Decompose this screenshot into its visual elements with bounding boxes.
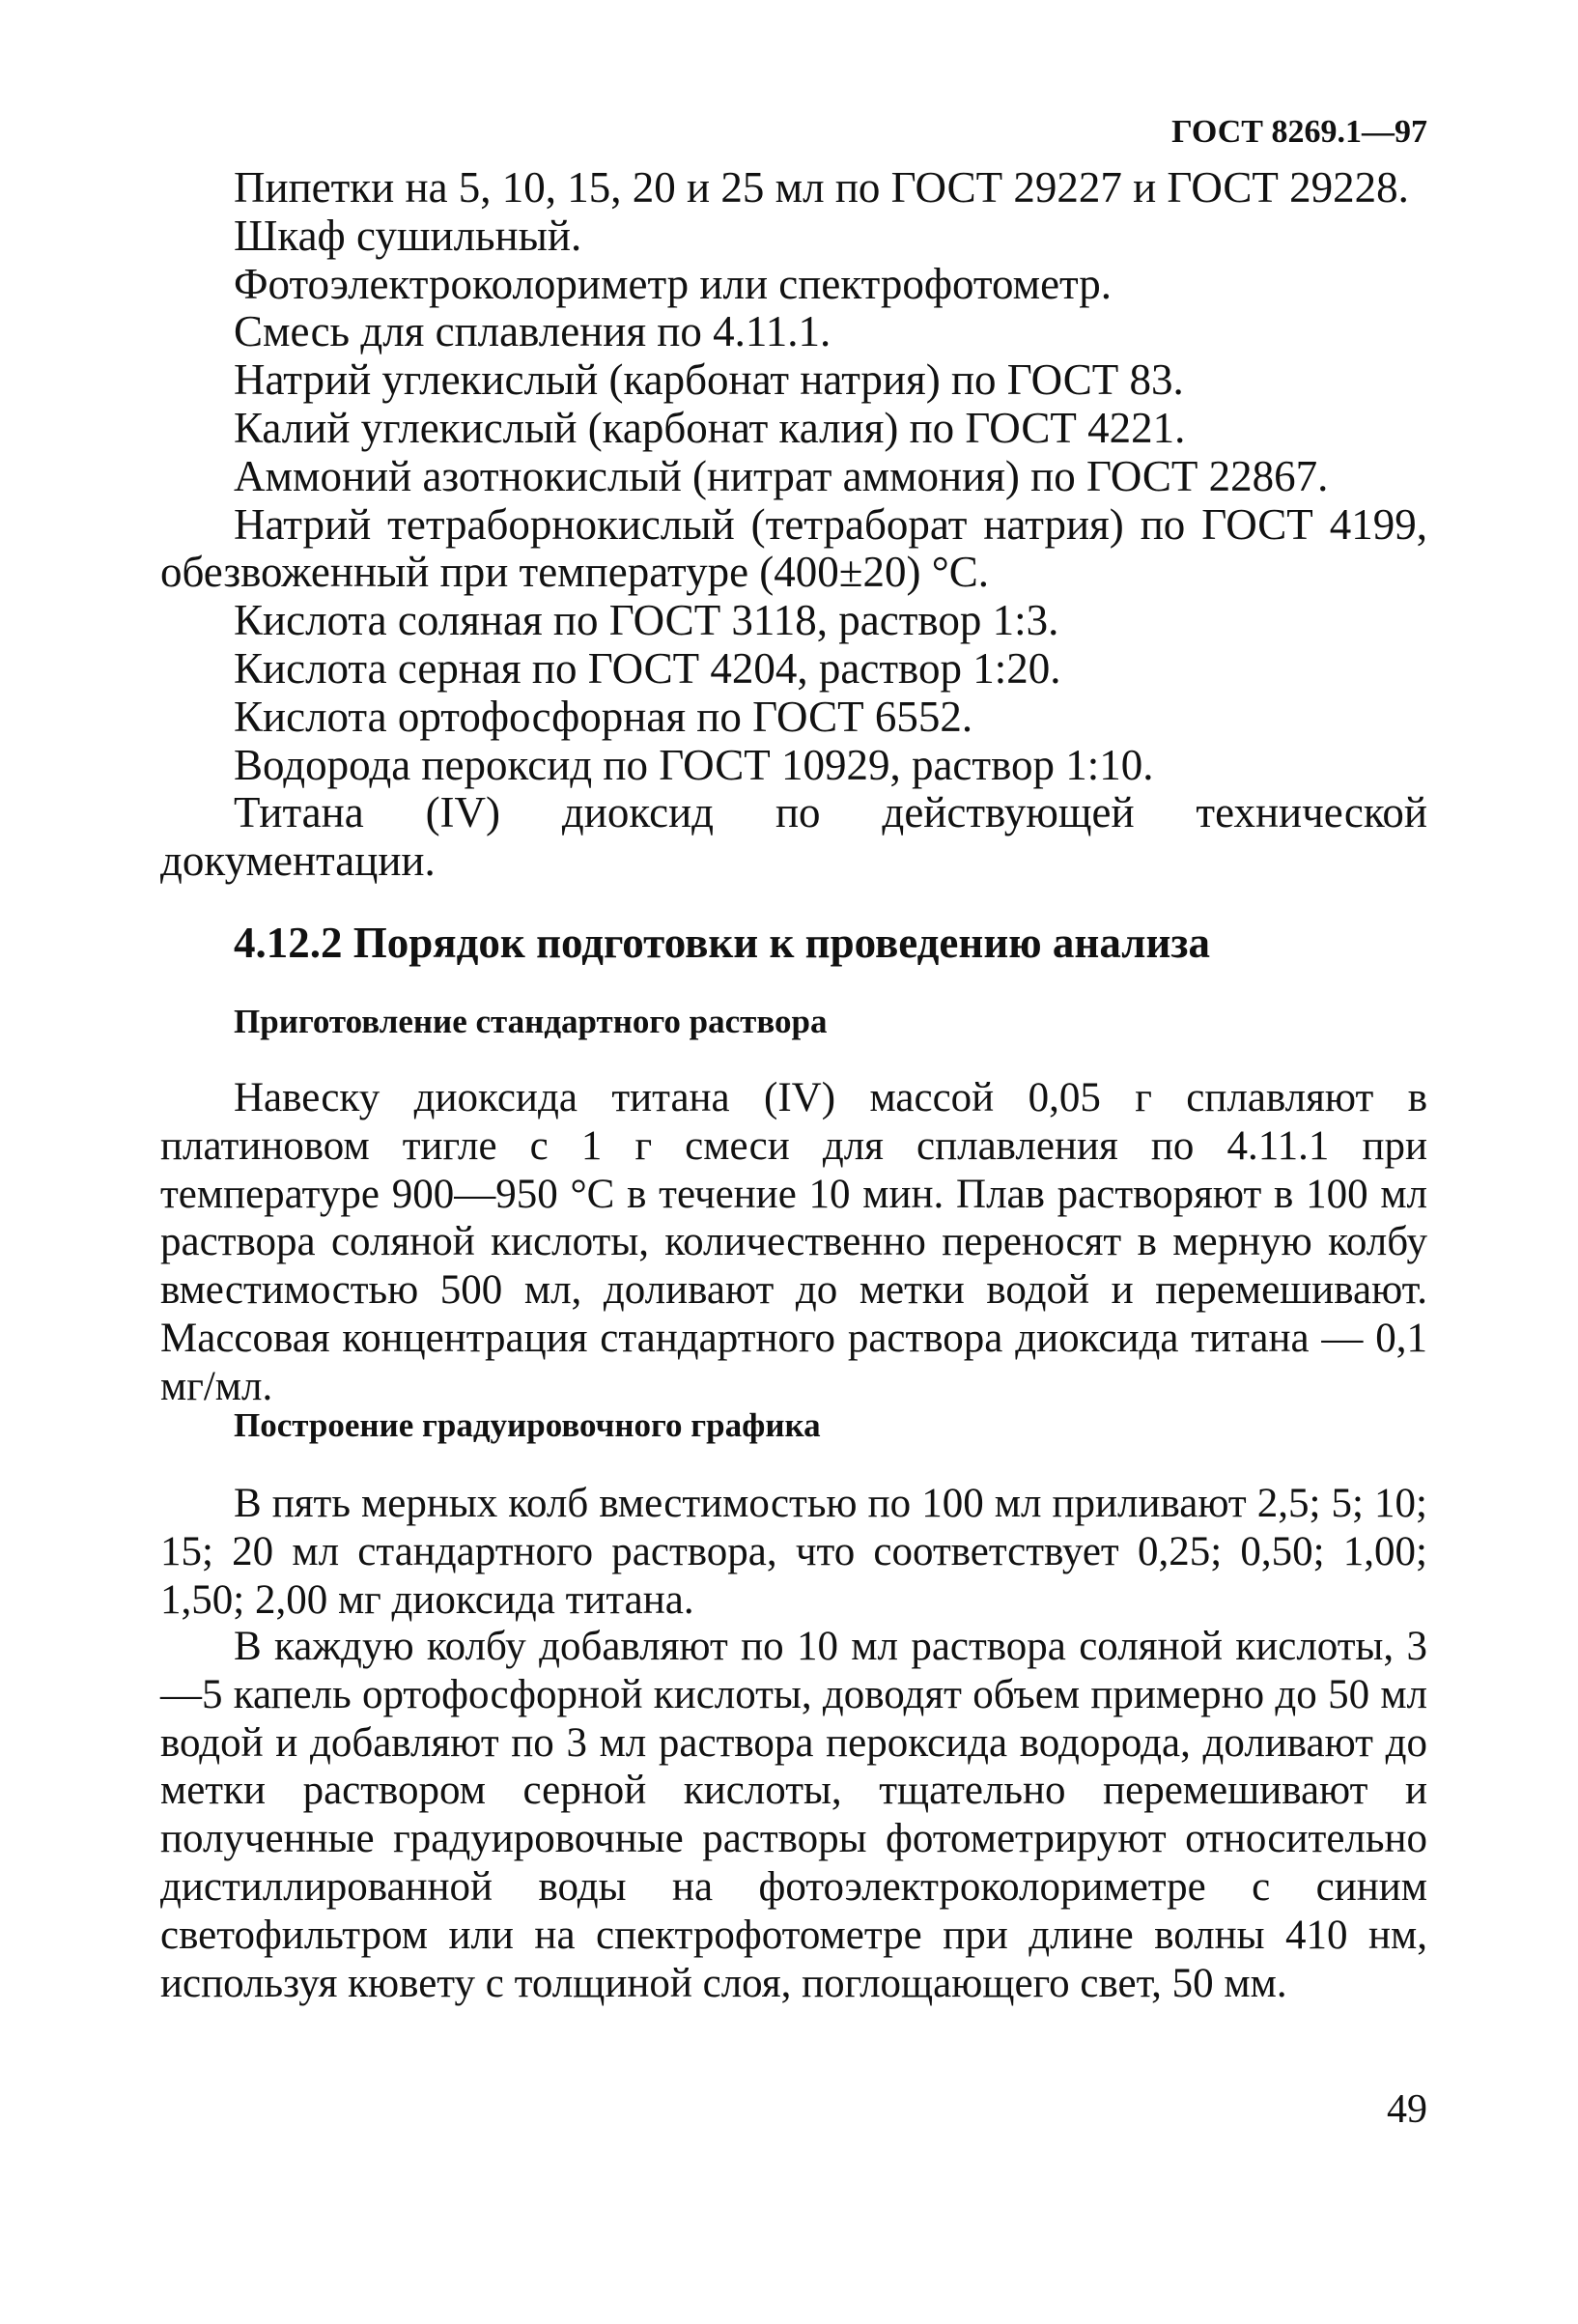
standard-solution-paragraph: Навеску диоксида титана (IV) массой 0,05 г сплавляют в платиновом тигле с 1 г смеси для сплавления по 4.11.1 при температуре 900—950 °С в течение 10 мин. Плав растворяют в 100 мл раствора соляной кислоты, количественно переносят в мерную колбу вместимостью 500 мл, доливают до метки водой и перемешивают. Массовая концентрация стандартного раствора диоксида титана — 0,1 мг/мл. bbox=[160, 1075, 1427, 1409]
list-item: Кислота серная по ГОСТ 4204, раствор 1:20. bbox=[234, 643, 1061, 693]
list-item: Фотоэлектроколориметр или спектрофотометр. bbox=[234, 259, 1113, 308]
list-item: Смесь для сплавления по 4.11.1. bbox=[234, 307, 831, 356]
list-item: Калий углекислый (карбонат калия) по ГОСТ 4221. bbox=[234, 403, 1186, 452]
list-item: Натрий тетраборнокислый (тетраборат натрия) по ГОСТ 4199, обезвоженный при температуре (400±20) °С. bbox=[160, 499, 1427, 597]
list-item: Водорода пероксид по ГОСТ 10929, раствор 1:10. bbox=[234, 740, 1154, 789]
page-number: 49 bbox=[1387, 2087, 1427, 2132]
list-item: Кислота ортофосфорная по ГОСТ 6552. bbox=[234, 692, 973, 741]
calibration-heading: Построение градуировочного графика bbox=[234, 1406, 821, 1444]
list-item: Кислота соляная по ГОСТ 3118, раствор 1:3. bbox=[234, 596, 1059, 645]
section-title: 4.12.2 Порядок подготовки к проведению анализа bbox=[234, 919, 1210, 967]
calibration-paragraph-2: В каждую колбу добавляют по 10 мл раствора соляной кислоты, 3—5 капель ортофосфорной кислоты, доводят объем примерно до 50 мл водой и добавляют по 3 мл раствора пероксида водорода, доливают до метки раствором серной кислоты, тщательно перемешивают и полученные градуировочные растворы фотометрируют относительно дистиллированной воды на фотоэлектроколориметре с синим светофильтром или на спектрофотометре при длине волны 410 нм, используя кювету с толщиной слоя, поглощающего свет, 50 мм. bbox=[160, 1624, 1427, 2006]
list-item: Шкаф сушильный. bbox=[234, 211, 582, 260]
list-item: Пипетки на 5, 10, 15, 20 и 25 мл по ГОСТ 29227 и ГОСТ 29228. bbox=[234, 163, 1409, 212]
list-item: Титана (IV) диоксид по действующей технической документации. bbox=[160, 788, 1427, 886]
calibration-paragraph-1: В пять мерных колб вместимостью по 100 мл приливают 2,5; 5; 10; 15; 20 мл стандартного раствора, что соответствует 0,25; 0,50; 1,00; 1,50; 2,00 мг диоксида титана. bbox=[160, 1481, 1427, 1623]
list-item: Аммоний азотнокислый (нитрат аммония) по ГОСТ 22867. bbox=[234, 451, 1329, 500]
equipment-reagents-list bbox=[160, 164, 1427, 886]
list-item: Натрий углекислый (карбонат натрия) по ГОСТ 83. bbox=[234, 355, 1184, 405]
document-code-header: ГОСТ 8269.1—97 bbox=[1171, 114, 1427, 150]
standard-solution-heading: Приготовление стандартного раствора bbox=[234, 1003, 828, 1040]
